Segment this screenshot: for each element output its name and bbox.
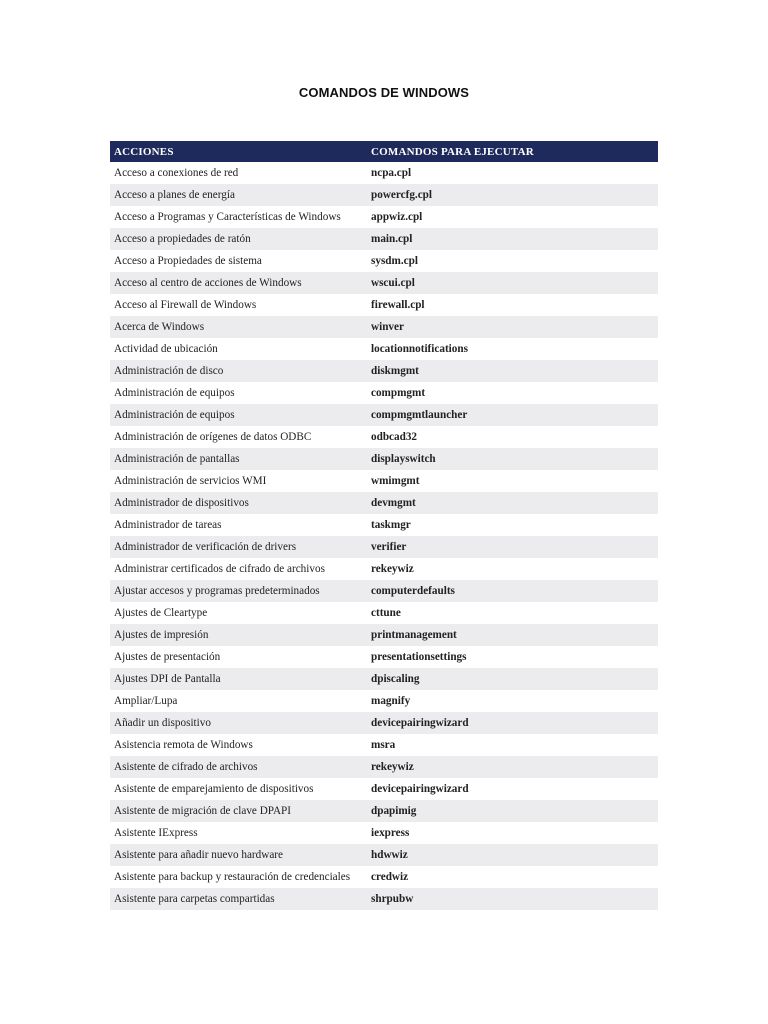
command-cell: credwiz (367, 866, 658, 888)
table-row (110, 448, 658, 470)
command-cell: taskmgr (367, 514, 658, 536)
action-cell: Administración de disco (110, 360, 367, 382)
document-title: COMANDOS DE WINDOWS (298, 85, 470, 100)
table-row (110, 536, 658, 558)
command-cell: iexpress (367, 822, 658, 844)
action-cell: Ampliar/Lupa (110, 690, 367, 712)
command-cell: firewall.cpl (367, 294, 658, 316)
action-cell: Administrar certificados de cifrado de archivos (110, 558, 367, 580)
command-cell: msra (367, 734, 658, 756)
command-cell: ncpa.cpl (367, 162, 658, 184)
command-cell: diskmgmt (367, 360, 658, 382)
table-row (110, 382, 658, 404)
action-cell: Acceso a Programas y Características de Windows (110, 206, 367, 228)
table-row (110, 646, 658, 668)
action-cell: Ajustes de Cleartype (110, 602, 367, 624)
command-cell: verifier (367, 536, 658, 558)
action-cell: Asistente de migración de clave DPAPI (110, 800, 367, 822)
command-cell: presentationsettings (367, 646, 658, 668)
action-cell: Asistente de cifrado de archivos (110, 756, 367, 778)
action-cell: Acceso a propiedades de ratón (110, 228, 367, 250)
command-cell: wmimgmt (367, 470, 658, 492)
action-cell: Administrador de dispositivos (110, 492, 367, 514)
action-cell: Acceso al Firewall de Windows (110, 294, 367, 316)
table-row (110, 470, 658, 492)
command-cell: wscui.cpl (367, 272, 658, 294)
command-cell: printmanagement (367, 624, 658, 646)
command-cell: devmgmt (367, 492, 658, 514)
table-row (110, 866, 658, 888)
command-cell: powercfg.cpl (367, 184, 658, 206)
command-cell: displayswitch (367, 448, 658, 470)
table-row (110, 184, 658, 206)
table-row (110, 888, 658, 910)
action-cell: Asistente para carpetas compartidas (110, 888, 367, 910)
table-row (110, 360, 658, 382)
command-cell: hdwwiz (367, 844, 658, 866)
table-header-row (110, 141, 658, 162)
table-row (110, 426, 658, 448)
action-cell: Administración de servicios WMI (110, 470, 367, 492)
header-actions: ACCIONES (110, 141, 367, 162)
action-cell: Ajustar accesos y programas predeterminados (110, 580, 367, 602)
action-cell: Ajustes de impresión (110, 624, 367, 646)
table-row (110, 668, 658, 690)
action-cell: Administración de pantallas (110, 448, 367, 470)
table-row (110, 404, 658, 426)
command-cell: main.cpl (367, 228, 658, 250)
table-row (110, 734, 658, 756)
table-row (110, 338, 658, 360)
command-cell: compmgmt (367, 382, 658, 404)
action-cell: Administración de orígenes de datos ODBC (110, 426, 367, 448)
table-row (110, 602, 658, 624)
command-cell: devicepairingwizard (367, 712, 658, 734)
command-cell: rekeywiz (367, 558, 658, 580)
command-cell: locationnotifications (367, 338, 658, 360)
command-cell: dpapimig (367, 800, 658, 822)
command-cell: cttune (367, 602, 658, 624)
table-row (110, 250, 658, 272)
command-cell: devicepairingwizard (367, 778, 658, 800)
command-cell: sysdm.cpl (367, 250, 658, 272)
header-commands: COMANDOS PARA EJECUTAR (367, 141, 658, 162)
table-row (110, 712, 658, 734)
action-cell: Acceso a planes de energía (110, 184, 367, 206)
table-row (110, 822, 658, 844)
command-cell: odbcad32 (367, 426, 658, 448)
table-row (110, 558, 658, 580)
action-cell: Acceso a Propiedades de sistema (110, 250, 367, 272)
action-cell: Asistente para añadir nuevo hardware (110, 844, 367, 866)
table-row (110, 624, 658, 646)
table-row (110, 492, 658, 514)
command-cell: shrpubw (367, 888, 658, 910)
action-cell: Administrador de verificación de drivers (110, 536, 367, 558)
table-row (110, 294, 658, 316)
table-row (110, 316, 658, 338)
command-cell: rekeywiz (367, 756, 658, 778)
commands-table (110, 141, 658, 910)
table-row (110, 800, 658, 822)
table-row (110, 228, 658, 250)
command-cell: winver (367, 316, 658, 338)
table-row (110, 844, 658, 866)
action-cell: Ajustes de presentación (110, 646, 367, 668)
action-cell: Asistente para backup y restauración de credenciales (110, 866, 367, 888)
table-row (110, 514, 658, 536)
action-cell: Añadir un dispositivo (110, 712, 367, 734)
command-cell: magnify (367, 690, 658, 712)
table-row (110, 778, 658, 800)
action-cell: Administración de equipos (110, 404, 367, 426)
table-row (110, 690, 658, 712)
table-row (110, 206, 658, 228)
action-cell: Asistente de emparejamiento de dispositivos (110, 778, 367, 800)
action-cell: Acerca de Windows (110, 316, 367, 338)
action-cell: Asistente IExpress (110, 822, 367, 844)
command-cell: computerdefaults (367, 580, 658, 602)
command-cell: appwiz.cpl (367, 206, 658, 228)
action-cell: Acceso al centro de acciones de Windows (110, 272, 367, 294)
command-cell: dpiscaling (367, 668, 658, 690)
action-cell: Ajustes DPI de Pantalla (110, 668, 367, 690)
action-cell: Administrador de tareas (110, 514, 367, 536)
command-cell: compmgmtlauncher (367, 404, 658, 426)
table-row (110, 756, 658, 778)
action-cell: Administración de equipos (110, 382, 367, 404)
table-row (110, 162, 658, 184)
action-cell: Actividad de ubicación (110, 338, 367, 360)
table-row (110, 580, 658, 602)
action-cell: Asistencia remota de Windows (110, 734, 367, 756)
action-cell: Acceso a conexiones de red (110, 162, 367, 184)
table-row (110, 272, 658, 294)
